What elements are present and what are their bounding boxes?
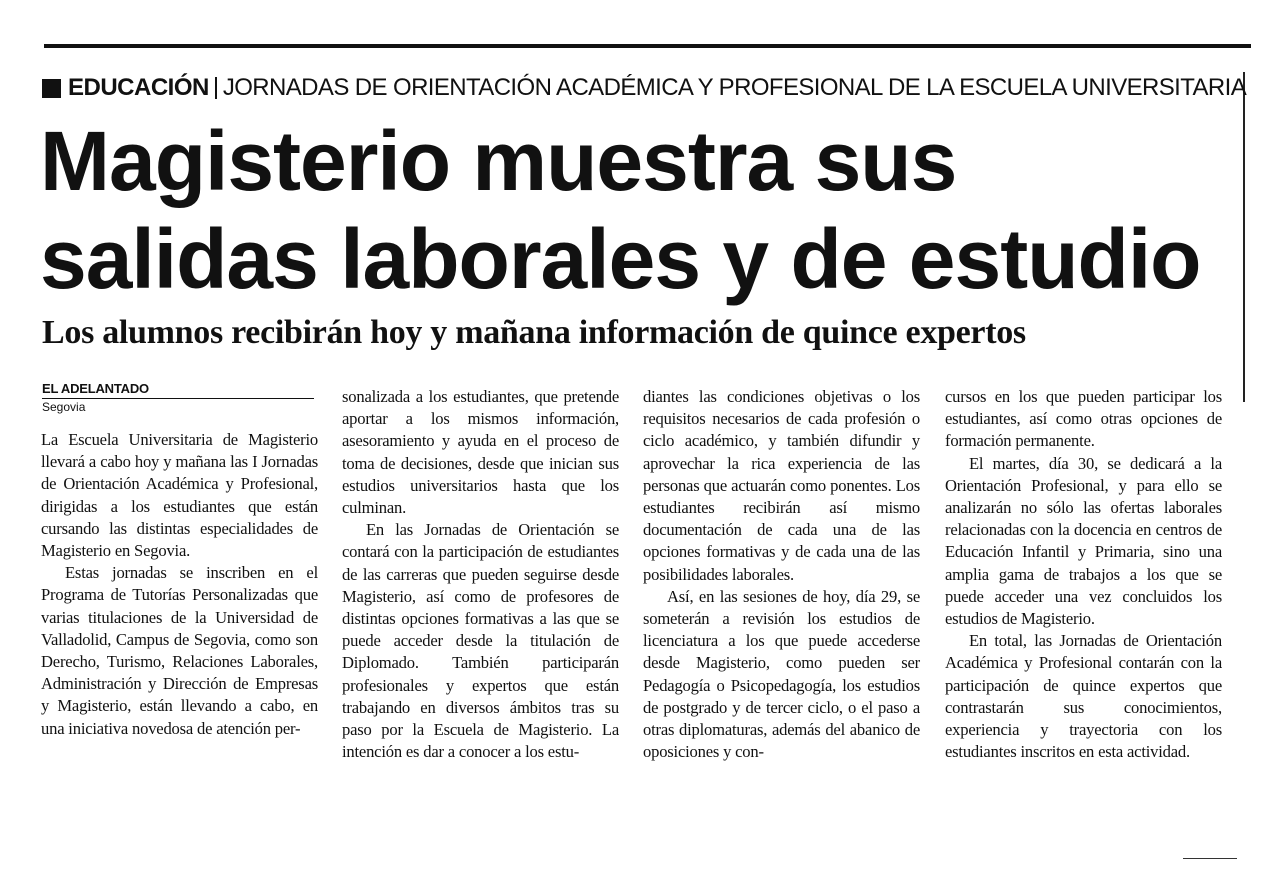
article-column-3 <box>643 386 920 763</box>
paragraph: La Escuela Universitaria de Magisterio llevará a cabo hoy y mañana las I Jornadas de Orientación Académica y Profesional, dirigidas a los estudiantes que están cursando las distintas especialidades de Magisterio en Segovia. <box>41 430 318 561</box>
paragraph: Así, en las sesiones de hoy, día 29, se someterán a revisión los estudios de licenciatura a los que puede accederse desde Magisterio, como pueden ser Pedagogía o Psicopedagogía, los estudios de postgrado y de tercer ciclo, o el paso a otras diplomaturas, además del abanico de oposiciones y con- <box>643 586 920 762</box>
article-column-4 <box>945 386 1222 763</box>
kicker-topic: JORNADAS DE ORIENTACIÓN ACADÉMICA Y PROFESIONAL DE LA ESCUELA UNIVERSITARIA <box>222 74 1247 101</box>
article-column-2 <box>342 386 619 763</box>
paragraph: cursos en los que pueden participar los estudiantes, así como otras opciones de formación permanente. <box>945 387 1222 451</box>
kicker <box>42 72 1246 104</box>
headline-line-2: salidas laborales y de estudio <box>40 212 1201 306</box>
byline-place: Segovia <box>42 400 86 414</box>
article-column-1 <box>41 429 318 740</box>
paragraph: sonalizada a los estudiantes, que pretende aportar a los mismos información, asesoramiento y ayuda en el proceso de toma de decisiones, desde que inician sus estudios universitarios hasta que los culminan. <box>342 387 619 518</box>
end-mark <box>1183 858 1237 859</box>
headline-line-1: Magisterio muestra sus <box>40 114 957 208</box>
kicker-separator <box>215 77 217 99</box>
byline-agency: EL ADELANTADO <box>42 381 149 396</box>
paragraph: En total, las Jornadas de Orientación Académica y Profesional contarán con la participación de quince expertos que contrastarán sus conocimientos, experiencia y trayectoria con los estudiantes inscritos en esta actividad. <box>945 631 1222 762</box>
paragraph: El martes, día 30, se dedicará a la Orientación Profesional, y para ello se analizarán no sólo las ofertas laborales relacionadas con la docencia en centros de Educación Infantil y Primaria, sino una amplia gama de trabajos a los que se puede acceder una vez concluidos los estudios de Magisterio. <box>945 453 1222 629</box>
paragraph: diantes las condiciones objetivas o los requisitos necesarios de cada profesión o ciclo académico, y también difundir y aprovechar la rica experiencia de las personas que actuarán como ponentes. Los estudiantes recibirán así mismo documentación de cada una de las opciones formativas y de cada una de las posibilidades laborales. <box>643 387 920 584</box>
paragraph: Estas jornadas se inscriben en el Programa de Tutorías Personalizadas que varias titulaciones de la Universidad de Valladolid, Campus de Segovia, como son Derecho, Turismo, Relaciones Laborales, Administración y Dirección de Empresas y Magisterio, están llevando a cabo, en una iniciativa novedosa de atención per- <box>41 563 318 738</box>
kicker-square-icon <box>42 79 61 98</box>
top-rule <box>44 44 1251 48</box>
paragraph: En las Jornadas de Orientación se contará con la participación de estudiantes de las carreras que pueden seguirse desde Magisterio, así como de profesores de distintas opciones formativas a las que se puede acceder desde la titulación de Diplomado. También participarán profesionales y expertos que están trabajando en diversos ámbitos tras su paso por la Escuela de Magisterio. La intención es dar a conocer a los estu- <box>342 520 619 762</box>
headline <box>40 112 1250 308</box>
byline-rule <box>42 398 314 399</box>
subheadline: Los alumnos recibirán hoy y mañana información de quince expertos <box>42 314 1026 351</box>
kicker-section: EDUCACIÓN <box>68 74 209 101</box>
byline <box>42 381 314 414</box>
